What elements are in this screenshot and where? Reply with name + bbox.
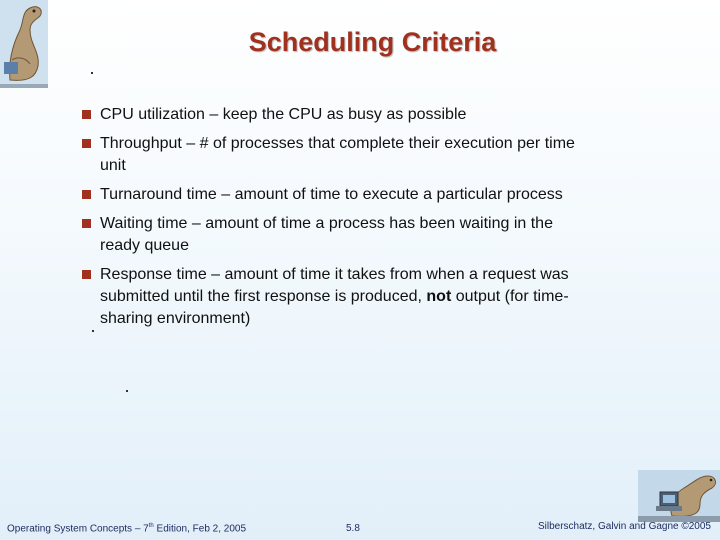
footer-edition-date: Edition, Feb 2, 2005 (153, 523, 247, 534)
footer-copyright: Silberschatz, Galvin and Gagne ©2005 (537, 521, 711, 532)
bullet-emphasis: not (426, 288, 452, 305)
square-bullet-icon (82, 190, 91, 199)
square-bullet-icon (82, 219, 91, 228)
bullet-text-tail: output (for time-sharing environment) (100, 288, 569, 327)
square-bullet-icon (82, 270, 91, 279)
bullet-response-time (82, 264, 582, 330)
bullet-list (82, 104, 582, 330)
bullet-text: Throughput – # of processes that complete their execution per time unit (100, 135, 575, 174)
stray-dot (91, 72, 93, 74)
bullet-text: CPU utilization – keep the CPU as busy as possible (100, 106, 467, 123)
footer-book-title (7, 523, 246, 534)
bullet-turnaround-time (82, 184, 582, 206)
dinosaur-computer-icon (638, 470, 720, 522)
stray-dot (126, 390, 128, 392)
bullet-cpu-utilization (82, 104, 582, 126)
bullet-throughput (82, 133, 582, 177)
footer-book-title-text: Operating System Concepts – 7 (7, 523, 149, 534)
footer-page-number: 5.8 (346, 523, 360, 534)
stray-dot (92, 330, 94, 332)
bullet-waiting-time (82, 213, 582, 257)
footer-superscript: th (148, 522, 154, 529)
bullet-text: Turnaround time – amount of time to execute a particular process (100, 186, 563, 203)
square-bullet-icon (82, 110, 91, 119)
bullet-text: Response time – amount of time it takes from when a request was submitted until the first response is produced, (100, 266, 569, 305)
slide-title: Scheduling Criteria (248, 27, 497, 57)
square-bullet-icon (82, 139, 91, 148)
bullet-text: Waiting time – amount of time a process has been waiting in the ready queue (100, 215, 553, 254)
